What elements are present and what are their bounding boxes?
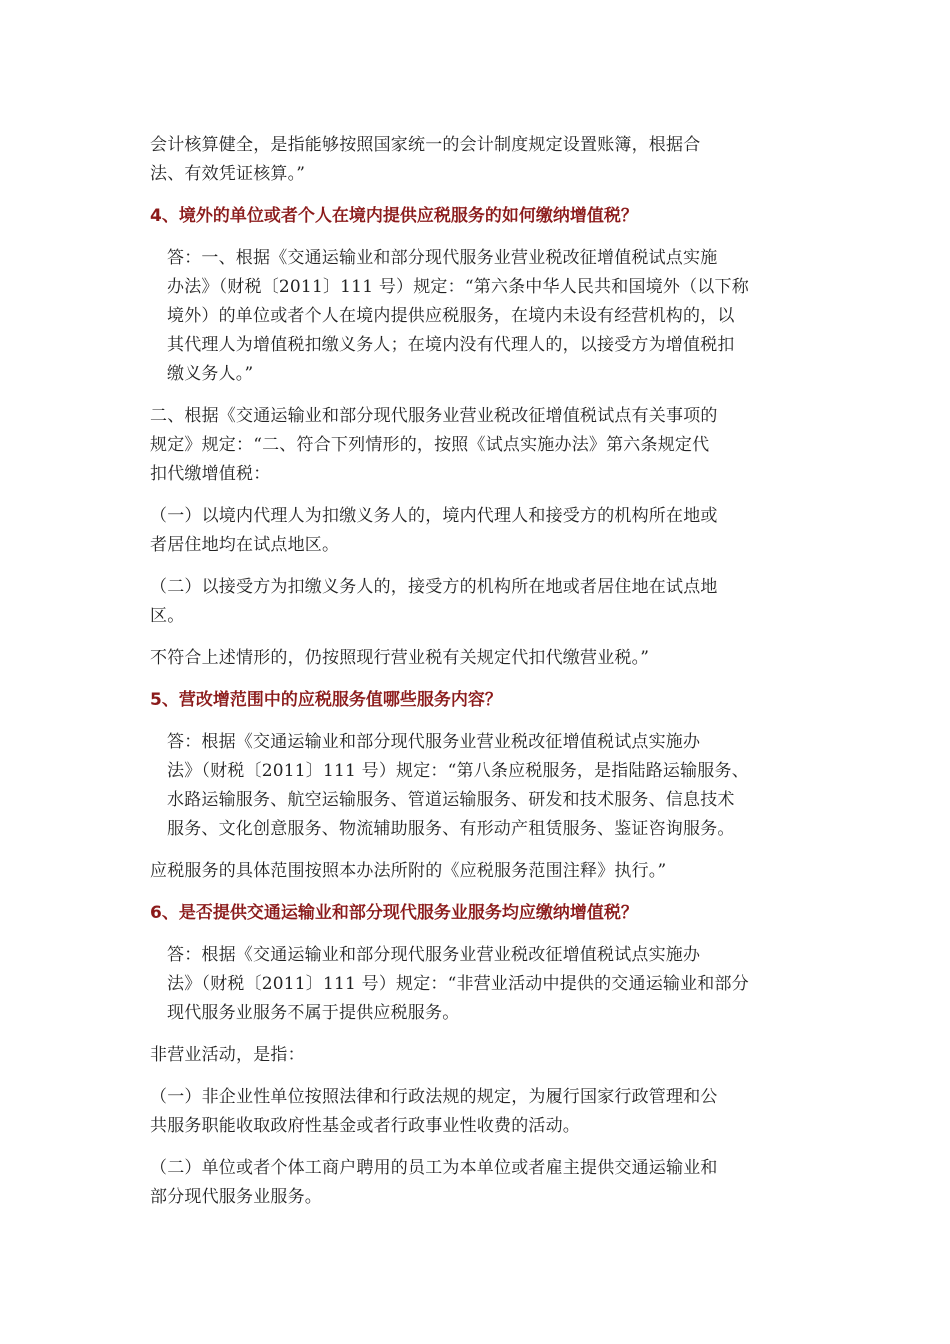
heading-text: 5、营改增范围中的应税服务值哪些服务内容？ xyxy=(150,690,502,710)
answer-paragraph-4-part2 xyxy=(150,402,810,489)
list-item-non-business-1 xyxy=(150,1083,810,1141)
text-line: 非营业活动，是指： xyxy=(150,1045,305,1065)
text-line: 二、根据《交通运输业和部分现代服务业营业税改征增值税试点有关事项的 xyxy=(150,406,718,426)
text-line: 法》（财税〔2011〕111 号）规定：“非营业活动中提供的交通运输业和部分 xyxy=(167,974,749,994)
text-line: （二）单位或者个体工商户聘用的员工为本单位或者雇主提供交通运输业和 xyxy=(150,1158,718,1178)
text-line: 规定》规定：“二、符合下列情形的，按照《试点实施办法》第六条规定代 xyxy=(150,435,710,455)
text-line: （一）非企业性单位按照法律和行政法规的规定，为履行国家行政管理和公 xyxy=(150,1087,718,1107)
answer-paragraph-5 xyxy=(150,728,810,844)
paragraph-otherwise xyxy=(150,644,810,673)
question-heading-5 xyxy=(150,686,810,715)
question-heading-4 xyxy=(150,202,810,231)
text-line: 部分现代服务业服务。 xyxy=(150,1187,322,1207)
question-heading-6 xyxy=(150,899,810,928)
text-line: 现代服务业服务不属于提供应税服务。 xyxy=(167,1003,460,1023)
text-line: 答：根据《交通运输业和部分现代服务业营业税改征增值税试点实施办 xyxy=(167,732,701,752)
text-line: 者居住地均在试点地区。 xyxy=(150,535,340,555)
text-line: 答：根据《交通运输业和部分现代服务业营业税改征增值税试点实施办 xyxy=(167,945,701,965)
text-line: 共服务职能收取政府性基金或者行政事业性收费的活动。 xyxy=(150,1116,580,1136)
text-line: 扣代缴增值税： xyxy=(150,464,271,484)
text-line: 法、有效凭证核算。” xyxy=(150,164,306,184)
text-line: （二）以接受方为扣缴义务人的，接受方的机构所在地或者居住地在试点地 xyxy=(150,577,718,597)
text-line: 其代理人为增值税扣缴义务人；在境内没有代理人的，以接受方为增值税扣 xyxy=(167,335,735,355)
list-item-non-business-2 xyxy=(150,1154,810,1212)
text-line: 境外）的单位或者个人在境内提供应税服务，在境内未设有经营机构的，以 xyxy=(167,306,735,326)
text-line: 答：一、根据《交通运输业和部分现代服务业营业税改征增值税试点实施 xyxy=(167,248,718,268)
text-line: 水路运输服务、航空运输服务、管道运输服务、研发和技术服务、信息技术 xyxy=(167,790,735,810)
answer-paragraph-6 xyxy=(150,941,810,1028)
paragraph-accounting-definition xyxy=(150,131,810,189)
text-line: 法》（财税〔2011〕111 号）规定：“第八条应税服务，是指陆路运输服务、 xyxy=(167,761,749,781)
list-item-2 xyxy=(150,573,810,631)
text-line: 服务、文化创意服务、物流辅助服务、有形动产租赁服务、鉴证咨询服务。 xyxy=(167,819,735,839)
heading-text: 6、是否提供交通运输业和部分现代服务业服务均应缴纳增值税？ xyxy=(150,903,638,923)
text-line: 办法》（财税〔2011〕111 号）规定：“第六条中华人民共和国境外（以下称 xyxy=(167,277,749,297)
answer-paragraph-4 xyxy=(150,244,810,389)
paragraph-scope-note xyxy=(150,857,810,886)
text-line: 缴义务人。” xyxy=(167,364,254,384)
list-item-1 xyxy=(150,502,810,560)
text-line: 不符合上述情形的，仍按照现行营业税有关规定代扣代缴营业税。” xyxy=(150,648,650,668)
text-line: 区。 xyxy=(150,606,185,626)
heading-text: 4、境外的单位或者个人在境内提供应税服务的如何缴纳增值税？ xyxy=(150,206,638,226)
text-line: 会计核算健全，是指能够按照国家统一的会计制度规定设置账簿，根据合 xyxy=(150,135,701,155)
document-body xyxy=(150,131,810,1225)
text-line: 应税服务的具体范围按照本办法所附的《应税服务范围注释》执行。” xyxy=(150,861,667,881)
text-line: （一）以境内代理人为扣缴义务人的，境内代理人和接受方的机构所在地或 xyxy=(150,506,718,526)
paragraph-non-business xyxy=(150,1041,810,1070)
